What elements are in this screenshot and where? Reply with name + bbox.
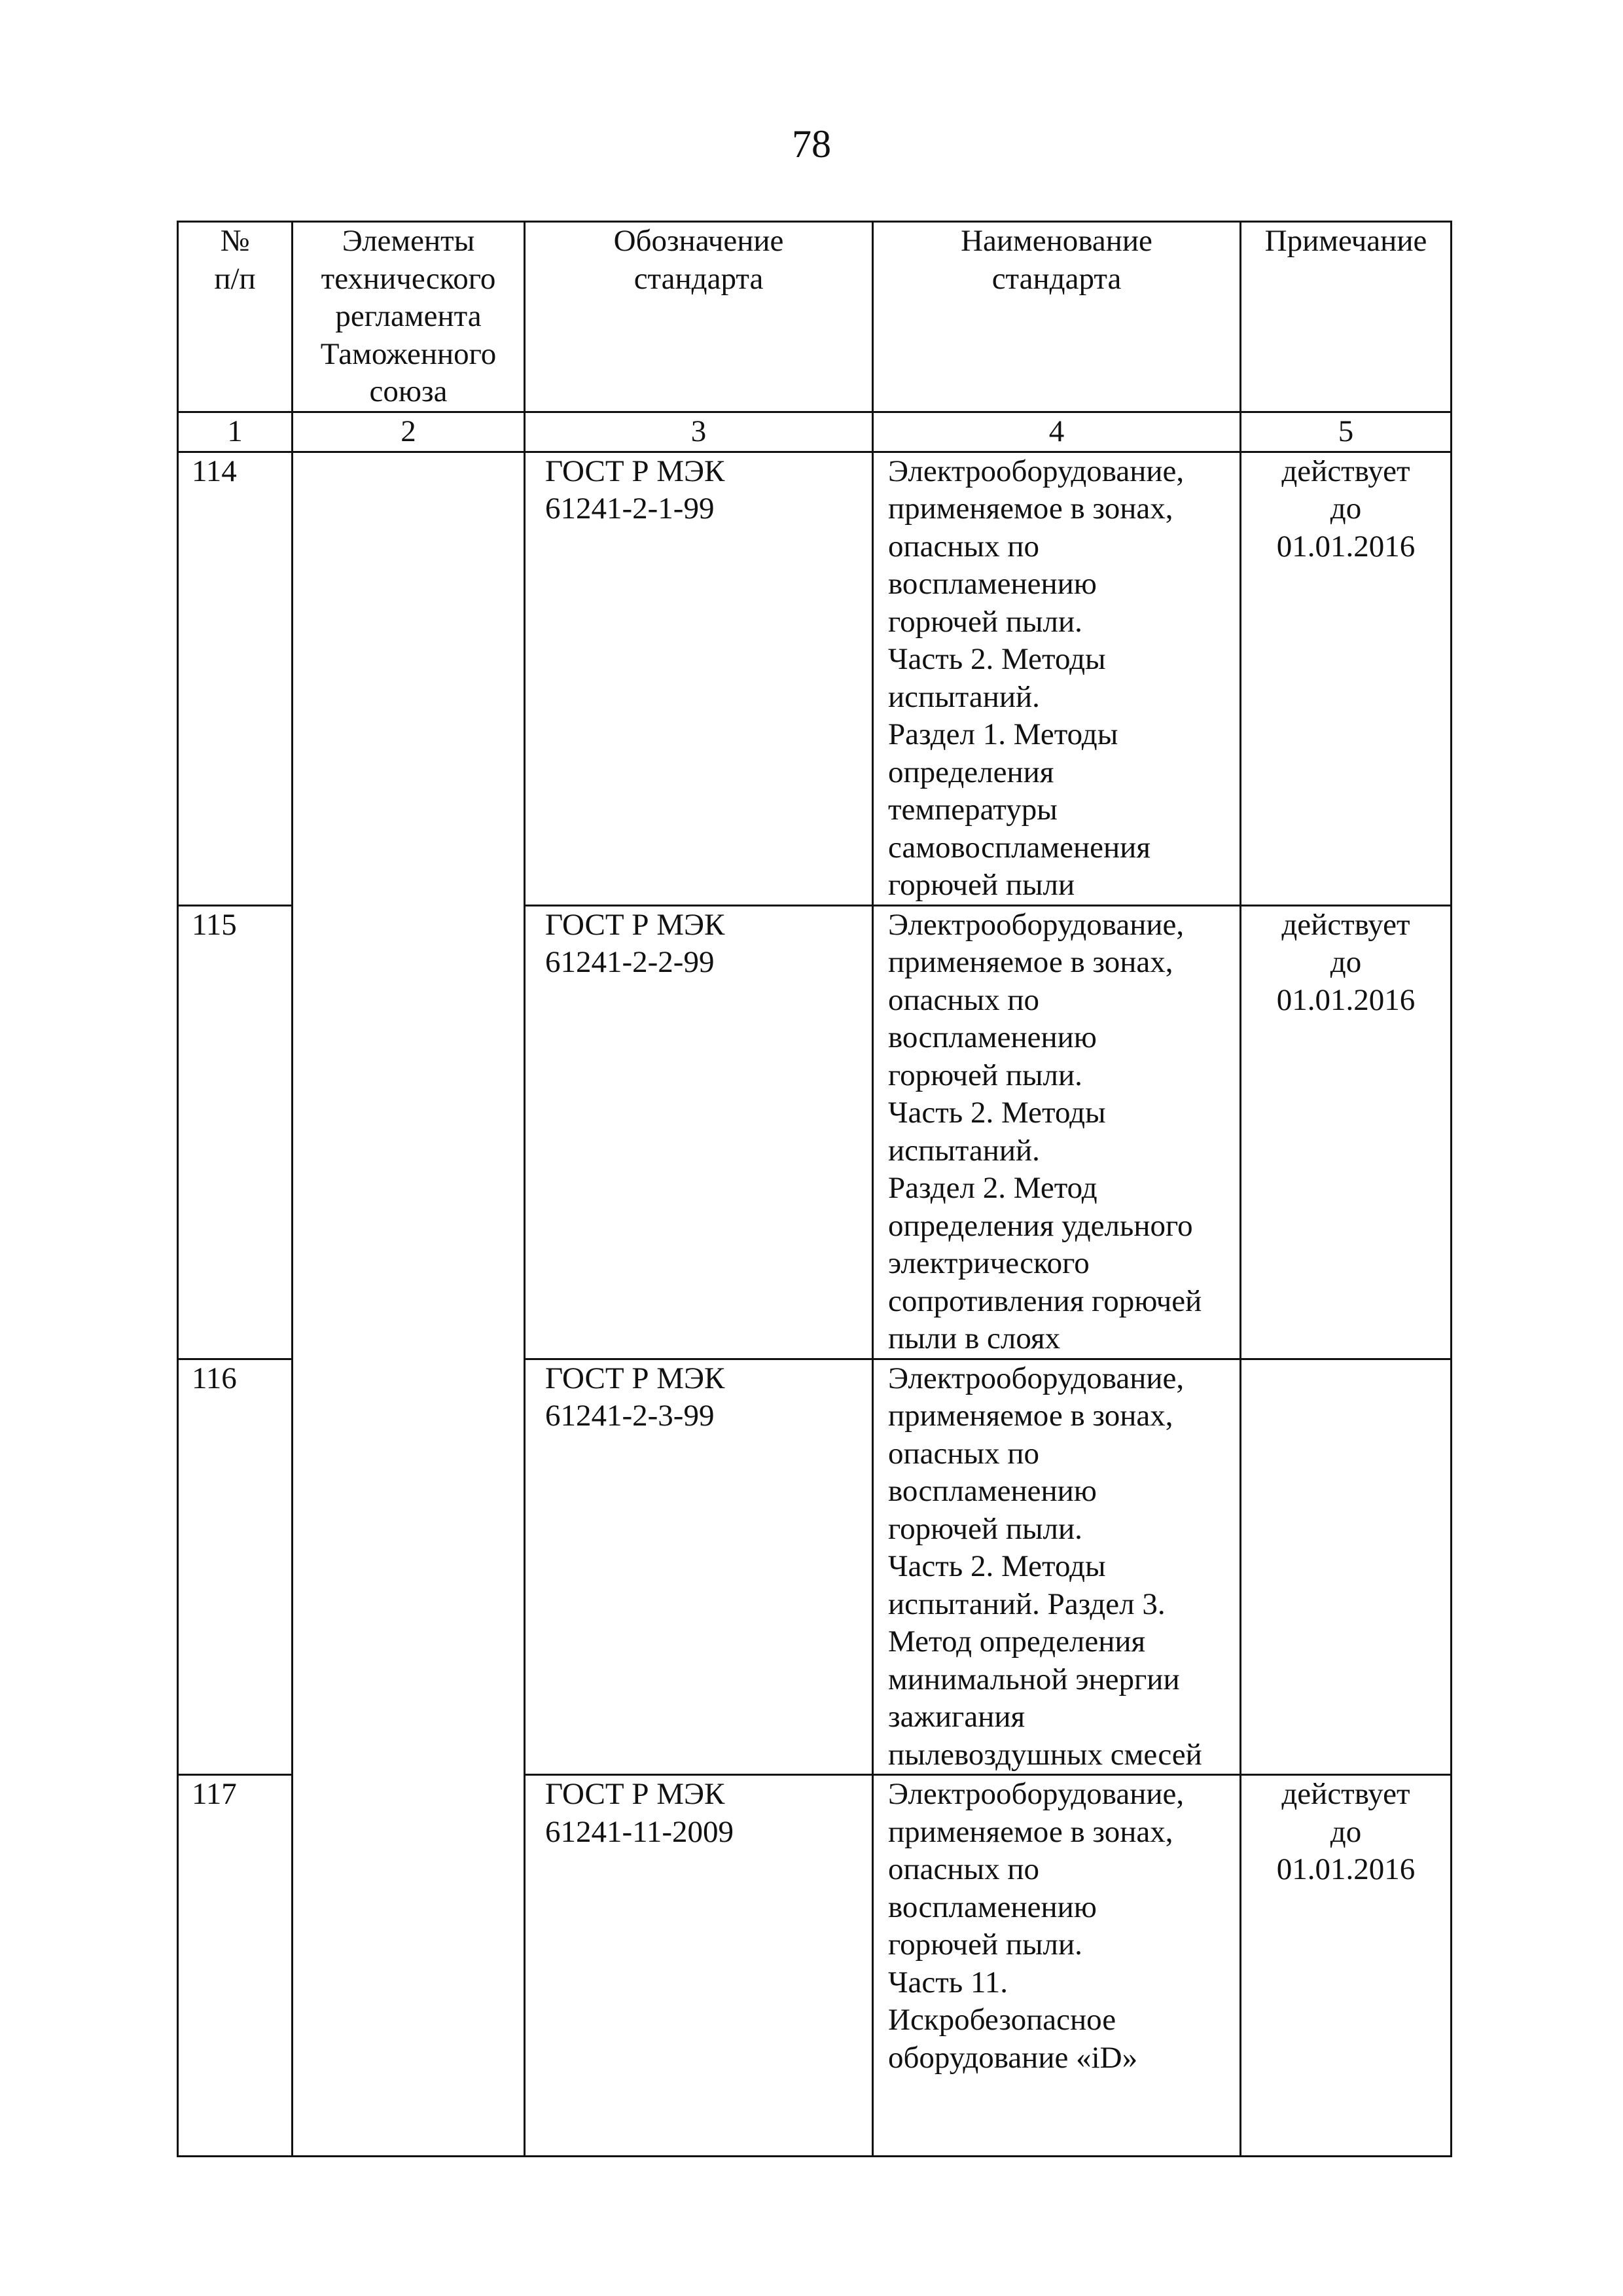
standard-code: ГОСТ Р МЭК 61241-2-1-99 bbox=[525, 452, 873, 905]
standard-code: ГОСТ Р МЭК 61241-2-2-99 bbox=[525, 905, 873, 1359]
row-number: 116 bbox=[178, 1359, 293, 1775]
table-row bbox=[178, 452, 1452, 905]
standard-name: Электрооборудование, применяемое в зонах, опасных по воспламенению горючей пыли. Часть 2. Методы испытаний. Раздел 3. Метод определения минимальной энергии зажигания пылевоздушных смесей bbox=[873, 1359, 1241, 1775]
header-designation: Обозначение стандарта bbox=[525, 222, 873, 412]
header-elements: Элементы технического регламента Таможенного союза bbox=[293, 222, 525, 412]
standard-code: ГОСТ Р МЭК 61241-2-3-99 bbox=[525, 1359, 873, 1775]
column-number: 3 bbox=[525, 412, 873, 452]
header-name: Наименование стандарта bbox=[873, 222, 1241, 412]
standard-note bbox=[1241, 1359, 1452, 1775]
standard-name: Электрооборудование, применяемое в зонах, опасных по воспламенению горючей пыли. Часть 11. Искробезопасное оборудование «iD» bbox=[873, 1775, 1241, 2157]
header-number: № п/п bbox=[178, 222, 293, 412]
table-header-row bbox=[178, 222, 1452, 412]
standard-note: действует до 01.01.2016 bbox=[1241, 1775, 1452, 2157]
standard-name: Электрооборудование, применяемое в зонах, опасных по воспламенению горючей пыли. Часть 2. Методы испытаний. Раздел 2. Метод определения удельного электрического сопротивления горючей пыли в слоях bbox=[873, 905, 1241, 1359]
standard-code: ГОСТ Р МЭК 61241-11-2009 bbox=[525, 1775, 873, 2157]
row-number: 115 bbox=[178, 905, 293, 1359]
row-number: 117 bbox=[178, 1775, 293, 2157]
column-number: 4 bbox=[873, 412, 1241, 452]
column-number: 2 bbox=[293, 412, 525, 452]
standard-note: действует до 01.01.2016 bbox=[1241, 905, 1452, 1359]
row-element-merged bbox=[293, 452, 525, 2157]
standard-note: действует до 01.01.2016 bbox=[1241, 452, 1452, 905]
standards-table bbox=[177, 221, 1452, 2157]
header-note: Примечание bbox=[1241, 222, 1452, 412]
standard-name: Электрооборудование, применяемое в зонах, опасных по воспламенению горючей пыли. Часть 2. Методы испытаний. Раздел 1. Методы определения температуры самовоспламенения горючей пыли bbox=[873, 452, 1241, 905]
column-number-row bbox=[178, 412, 1452, 452]
page-number: 78 bbox=[792, 122, 831, 166]
column-number: 5 bbox=[1241, 412, 1452, 452]
row-number: 114 bbox=[178, 452, 293, 905]
column-number: 1 bbox=[178, 412, 293, 452]
